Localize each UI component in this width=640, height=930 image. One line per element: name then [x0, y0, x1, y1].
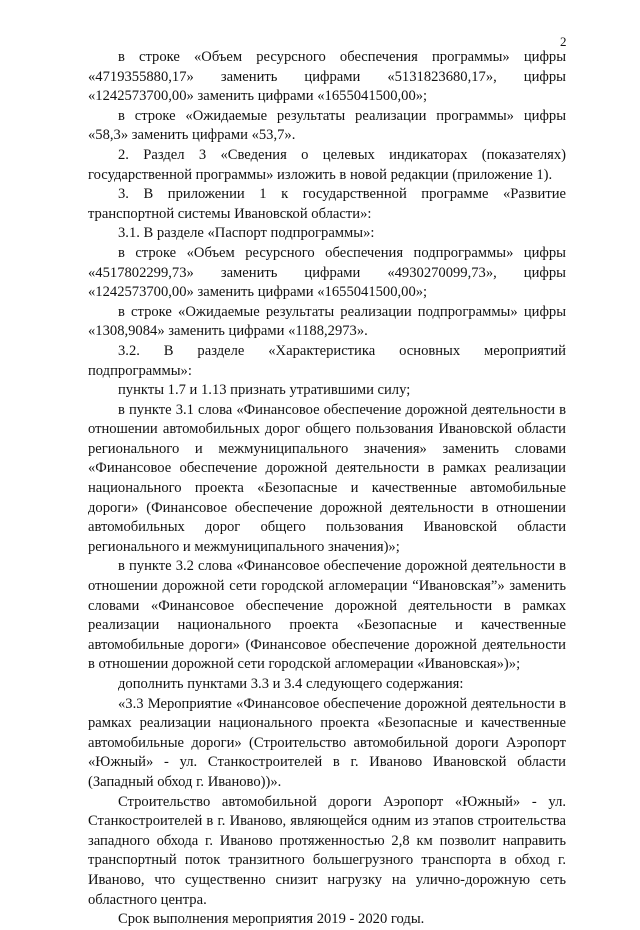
page-number: 2 [560, 34, 567, 49]
document-body [88, 48, 566, 930]
paragraph-item-2: 2. Раздел 3 «Сведения о целевых индикаторах (показателях) государственной программы» изложить в новой редакции (приложение 1). [88, 146, 566, 183]
paragraph-item-3-2: 3.2. В разделе «Характеристика основных мероприятий подпрограммы»: [88, 342, 566, 379]
paragraph-point-3-1: в пункте 3.1 слова «Финансовое обеспечение дорожной деятельности в отношении автомобильных дорог общего пользования Ивановской области регионального и межмуниципального значения» заменить словами «Финансовое обеспечение дорожной деятельности в рамках реализации национального проекта «Безопасные и качественные автомобильные дороги» (Финансовое обеспечение дорожной деятельности в отношении автомобильных дорог общего пользования Ивановской области регионального и межмуниципального значения)»; [88, 401, 566, 555]
paragraph-items-void: пункты 1.7 и 1.13 признать утратившими силу; [118, 382, 411, 399]
paragraph-item-3: 3. В приложении 1 к государственной программе «Развитие транспортной системы Ивановской области»: [88, 186, 566, 222]
paragraph-subprogram-resource-line: в строке «Объем ресурсного обеспечения подпрограммы» цифры «4517802299,73» заменить цифрами «4930270099,73», цифры «1242573700,00» заменить цифрами «1655041500,00»; [88, 244, 566, 301]
paragraph-program-results-line: в строке «Ожидаемые результаты реализации программы» цифры «58,3» заменить цифрами «53,7». [88, 107, 566, 144]
paragraph-deadline: Срок выполнения мероприятия 2019 - 2020 годы. [118, 911, 425, 928]
paragraph-add-points: дополнить пунктами 3.3 и 3.4 следующего содержания: [118, 676, 464, 692]
paragraph-construction-description: Строительство автомобильной дороги Аэропорт «Южный» - ул. Станкостроителей в г. Иваново, являющейся одним из этапов строительства западного обхода г. Иваново протяженностью 2,8 км позволит направить транспортный поток транзитного большегрузного транспорта в обход г. Иваново, что существенно снизит нагрузку на улично-дорожную сеть областного центра. [88, 793, 566, 908]
paragraph-item-3-1: 3.1. В разделе «Паспорт подпрограммы»: [118, 225, 375, 242]
paragraph-program-resource-line: в строке «Объем ресурсного обеспечения программы» цифры «4719355880,17» заменить цифрами «5131823680,17», цифры «1242573700,00» заменить цифрами «1655041500,00»; [88, 49, 566, 105]
paragraph-point-3-2: в пункте 3.2 слова «Финансовое обеспечение дорожной деятельности в отношении дорожной сети городской агломерации “Ивановская”» заменить словами «Финансовое обеспечение дорожной деятельности в рамках реализации национального проекта «Безопасные и качественные автомобильные дороги» (Финансовое обеспечение дорожной деятельности в отношении дорожной сети городской агломерации «Ивановская»)»; [88, 558, 566, 673]
paragraph-subprogram-results-line: в строке «Ожидаемые результаты реализации подпрограммы» цифры «1308,9084» заменить цифрами «1188,2973». [88, 303, 566, 340]
paragraph-point-3-3: «3.3 Мероприятие «Финансовое обеспечение дорожной деятельности в рамках реализации национального проекта «Безопасные и качественные автомобильные дороги» (Строительство автомобильной дороги Аэропорт «Южный» - ул. Станкостроителей в г. Иваново Ивановской области (Западный обход г. Иваново))». [88, 695, 566, 790]
